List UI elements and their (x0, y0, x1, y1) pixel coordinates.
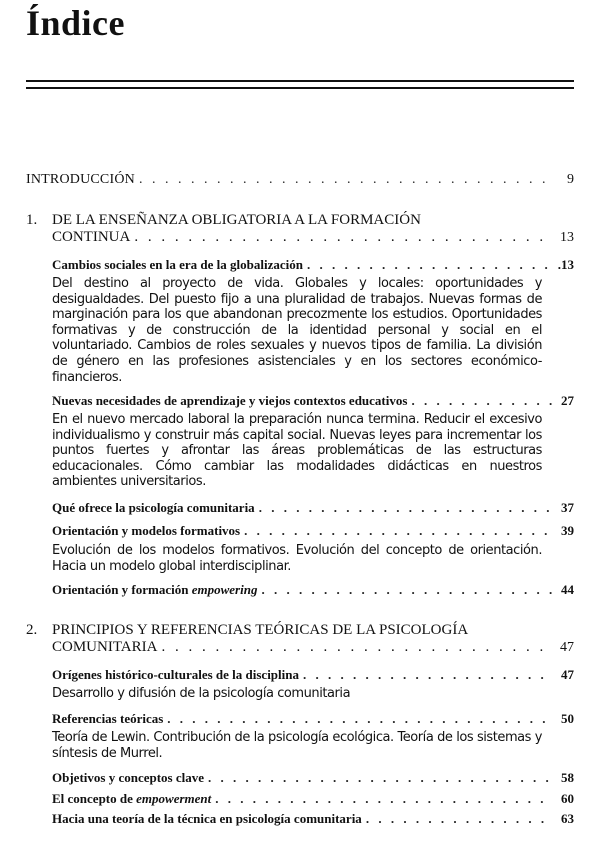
toc-page-number: 9 (567, 172, 574, 187)
chapter-title-line2: CONTINUA (52, 229, 131, 245)
section-label: El concepto de empowerment (52, 791, 212, 806)
toc-page-number: .13 (557, 257, 574, 272)
leader-dots (366, 811, 552, 827)
chapter-title-line1: DE LA ENSEÑANZA OBLIGATORIA A LA FORMACIÓN (52, 212, 421, 228)
section-label: Objetivos y conceptos clave (52, 770, 205, 785)
page-title: Índice (26, 3, 126, 43)
section-description: Del destino al proyecto de vida. Globales y locales: oportunidades y desigualdades. Del puesto fijo a una pluralidad de trabajos. Nuevas formas de marginación para los que abandonan precozmente los estudios. Oportunidades formativas y de construcción de la identidad personal y social en el voluntariado. Cambios de roles sexuales y nuevos tipos de familia. La división de género en las profesiones asistenciales y en los sectores económico-financieros. (52, 276, 542, 385)
section-label-italic: empowerment (136, 791, 212, 806)
toc-section-entry[interactable] (52, 770, 574, 786)
section-description: Teoría de Lewin. Contribución de la psicología ecológica. Teoría de los sistemas y síntesis de Murrel. (52, 730, 542, 761)
toc-page-number: 44 (561, 582, 574, 597)
section-description: Evolución de los modelos formativos. Evolución del concepto de orientación. Hacia un modelo global interdisciplinar. (52, 543, 542, 574)
section-label: Hacia una teoría de la técnica en psicología comunitaria (52, 811, 362, 826)
leader-dots (215, 791, 552, 807)
section-label: Orientación y modelos formativos (52, 523, 241, 538)
section-label: Referencias teóricas (52, 711, 164, 726)
toc-section-entry[interactable] (52, 523, 574, 539)
chapter-number: 2. (26, 622, 38, 638)
toc-section-entry[interactable] (52, 582, 574, 598)
section-label: Cambios sociales en la era de la globalización (52, 257, 303, 272)
toc-section-entry[interactable] (52, 667, 574, 683)
chapter-number: 1. (26, 212, 38, 228)
toc-page-number: 47 (561, 667, 574, 682)
chapter-2-title[interactable] (52, 622, 574, 656)
toc-page-number: 47 (560, 640, 574, 655)
toc-page-number: 37 (561, 500, 574, 515)
toc-section-entry[interactable] (52, 711, 574, 727)
leader-dots (134, 229, 552, 246)
toc-entry-label: INTRODUCCIÓN (26, 172, 135, 187)
chapter-title-line1: PRINCIPIOS Y REFERENCIAS TEÓRICAS DE LA PSICOLOGÍA (52, 622, 469, 638)
section-label: Nuevas necesidades de aprendizaje y viejos contextos educativos (52, 393, 408, 408)
toc-entry-introduction[interactable] (26, 172, 574, 188)
section-label: Orígenes histórico-culturales de la disciplina (52, 667, 299, 682)
toc-page-number: 27 (561, 393, 574, 408)
toc-section-entry[interactable] (52, 257, 574, 273)
header-rule-top (26, 80, 574, 82)
toc-page-number: 60 (561, 791, 574, 806)
toc-section-entry[interactable] (52, 811, 574, 827)
leader-dots (244, 523, 552, 539)
leader-dots (261, 582, 552, 598)
toc-section-entry[interactable] (52, 791, 574, 807)
toc-page-number: 58 (561, 770, 574, 785)
section-label-italic: empowering (191, 582, 258, 597)
leader-dots (167, 711, 552, 727)
leader-dots (303, 667, 552, 683)
chapter-title-line2: COMUNITARIA (52, 639, 158, 655)
toc-page-number: 13 (560, 230, 574, 245)
toc-page-number: 39 (561, 523, 574, 538)
leader-dots (208, 770, 552, 786)
section-description: Desarrollo y difusión de la psicología comunitaria (52, 686, 351, 701)
toc-section-entry[interactable] (52, 393, 574, 409)
section-label: Orientación y formación empowering (52, 582, 258, 597)
chapter-1-title[interactable] (52, 212, 574, 246)
leader-dots (139, 172, 552, 188)
toc-page-number: 63 (561, 811, 574, 826)
leader-dots (307, 257, 552, 273)
header-rule-bottom (26, 87, 574, 89)
leader-dots (161, 639, 552, 656)
toc-section-entry[interactable] (52, 500, 574, 516)
section-description: En el nuevo mercado laboral la preparación nunca termina. Reducir el excesivo individualismo y construir más capital social. Nuevas leyes para incrementar los puntos fuertes y afrontar las áreas problemáticas de las estructuras educacionales. Cómo cambiar las modalidades didácticas en nuestros ambientes universitarios. (52, 412, 542, 490)
leader-dots (411, 393, 552, 409)
section-label: Qué ofrece la psicología comunitaria (52, 500, 255, 515)
toc-page-number: 50 (561, 711, 574, 726)
leader-dots (259, 500, 552, 516)
